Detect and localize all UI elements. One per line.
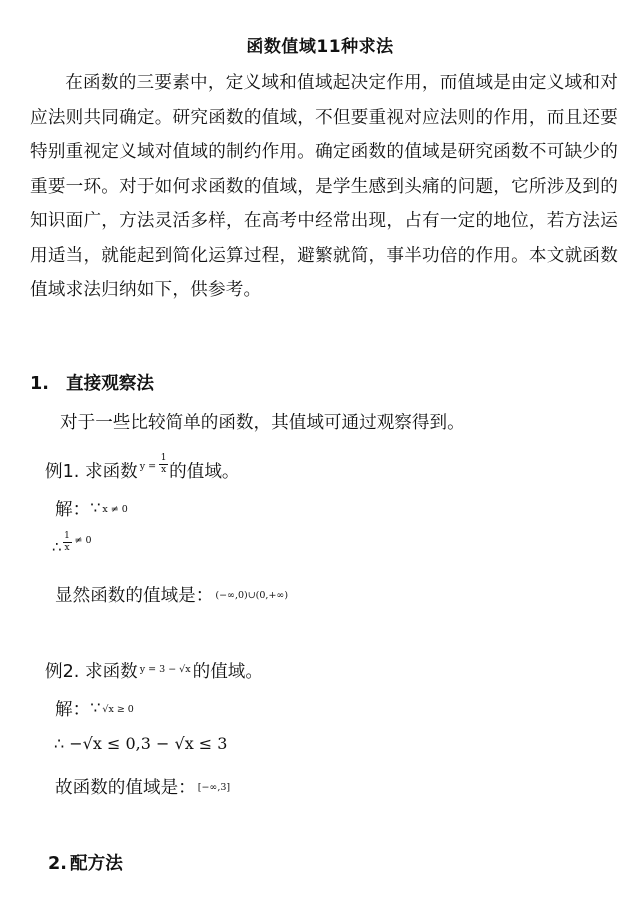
page-title: 函数值域11种求法 — [246, 37, 394, 57]
example-2-result-label: 故函数的值域是： — [55, 778, 196, 798]
example-1-func-denominator: x — [161, 464, 167, 475]
example-2-solution — [55, 696, 136, 721]
example-1-prefix: 例1. 求函数 — [45, 462, 138, 482]
example-1-func-numerator: 1 — [160, 452, 167, 463]
section-2-heading — [48, 850, 123, 875]
example-2-result — [55, 774, 232, 799]
section-2-title: 配方法 — [70, 854, 123, 874]
example-2-prefix: 例2. 求函数 — [45, 662, 138, 682]
example-1-therefore — [52, 531, 94, 559]
therefore-icon: ∴ — [52, 537, 62, 556]
example-1-condition: x ≠ 0 — [102, 504, 128, 515]
example-1-func-fraction — [159, 454, 168, 475]
example-2-result-value: [−∞,3] — [197, 782, 231, 793]
section-2-number: 2. — [48, 854, 67, 874]
example-1-result-label: 显然函数的值域是： — [55, 586, 214, 606]
example-1-solution-label: 解： — [55, 500, 91, 520]
example-2-solution-label: 解： — [55, 700, 91, 720]
example-1-solution — [55, 496, 130, 521]
example-2-condition: √x ≥ 0 — [102, 704, 134, 715]
example-1-cond-rest: ≠ 0 — [74, 534, 92, 546]
section-1-heading — [30, 370, 154, 395]
example-2-suffix: 的值域。 — [192, 662, 263, 682]
example-2-func: y = 3 − √x — [139, 664, 191, 675]
because-icon: ∵ — [90, 498, 101, 517]
example-2-prompt — [45, 658, 263, 683]
intro-paragraph: 在函数的三要素中，定义域和值域起决定作用，而值域是由定义域和对应法则共同确定。研究函数的值域，不但要重视对应法则的作用，而且还要特别重视定义域对值域的制约作用。确定函数的值域是研究函数不可缺少的重要一环。对于如何求函数的值域，是学生感到头痛的问题，它所涉及到的知识面广，方法灵活多样，在高考中经常出现，占有一定的地位，若方法运用适当，就能起到简化运算过程，避繁就简，事半功倍的作用。本文就函数值域求法归纳如下，供参考。 — [30, 73, 618, 300]
example-1-result-value: (−∞,0)∪(0,+∞) — [215, 590, 289, 601]
example-1-cond-fraction: $\frac{1}{x}$ — [64, 531, 70, 553]
example-2-step-text: ∴ −√x ≤ 0,3 − √x ≤ 3 — [54, 734, 228, 753]
example-1-prompt — [45, 452, 240, 483]
example-1-result — [55, 582, 290, 607]
because-icon: ∵ — [90, 698, 101, 717]
example-2-step — [52, 734, 229, 754]
example-1-suffix: 的值域。 — [169, 462, 240, 482]
section-1-description: 对于一些比较简单的函数，其值域可通过观察得到。 — [60, 413, 465, 433]
section-1-number: 1. — [30, 374, 49, 394]
section-1-title: 直接观察法 — [66, 374, 154, 394]
example-1-func-lhs: y = — [139, 461, 157, 472]
